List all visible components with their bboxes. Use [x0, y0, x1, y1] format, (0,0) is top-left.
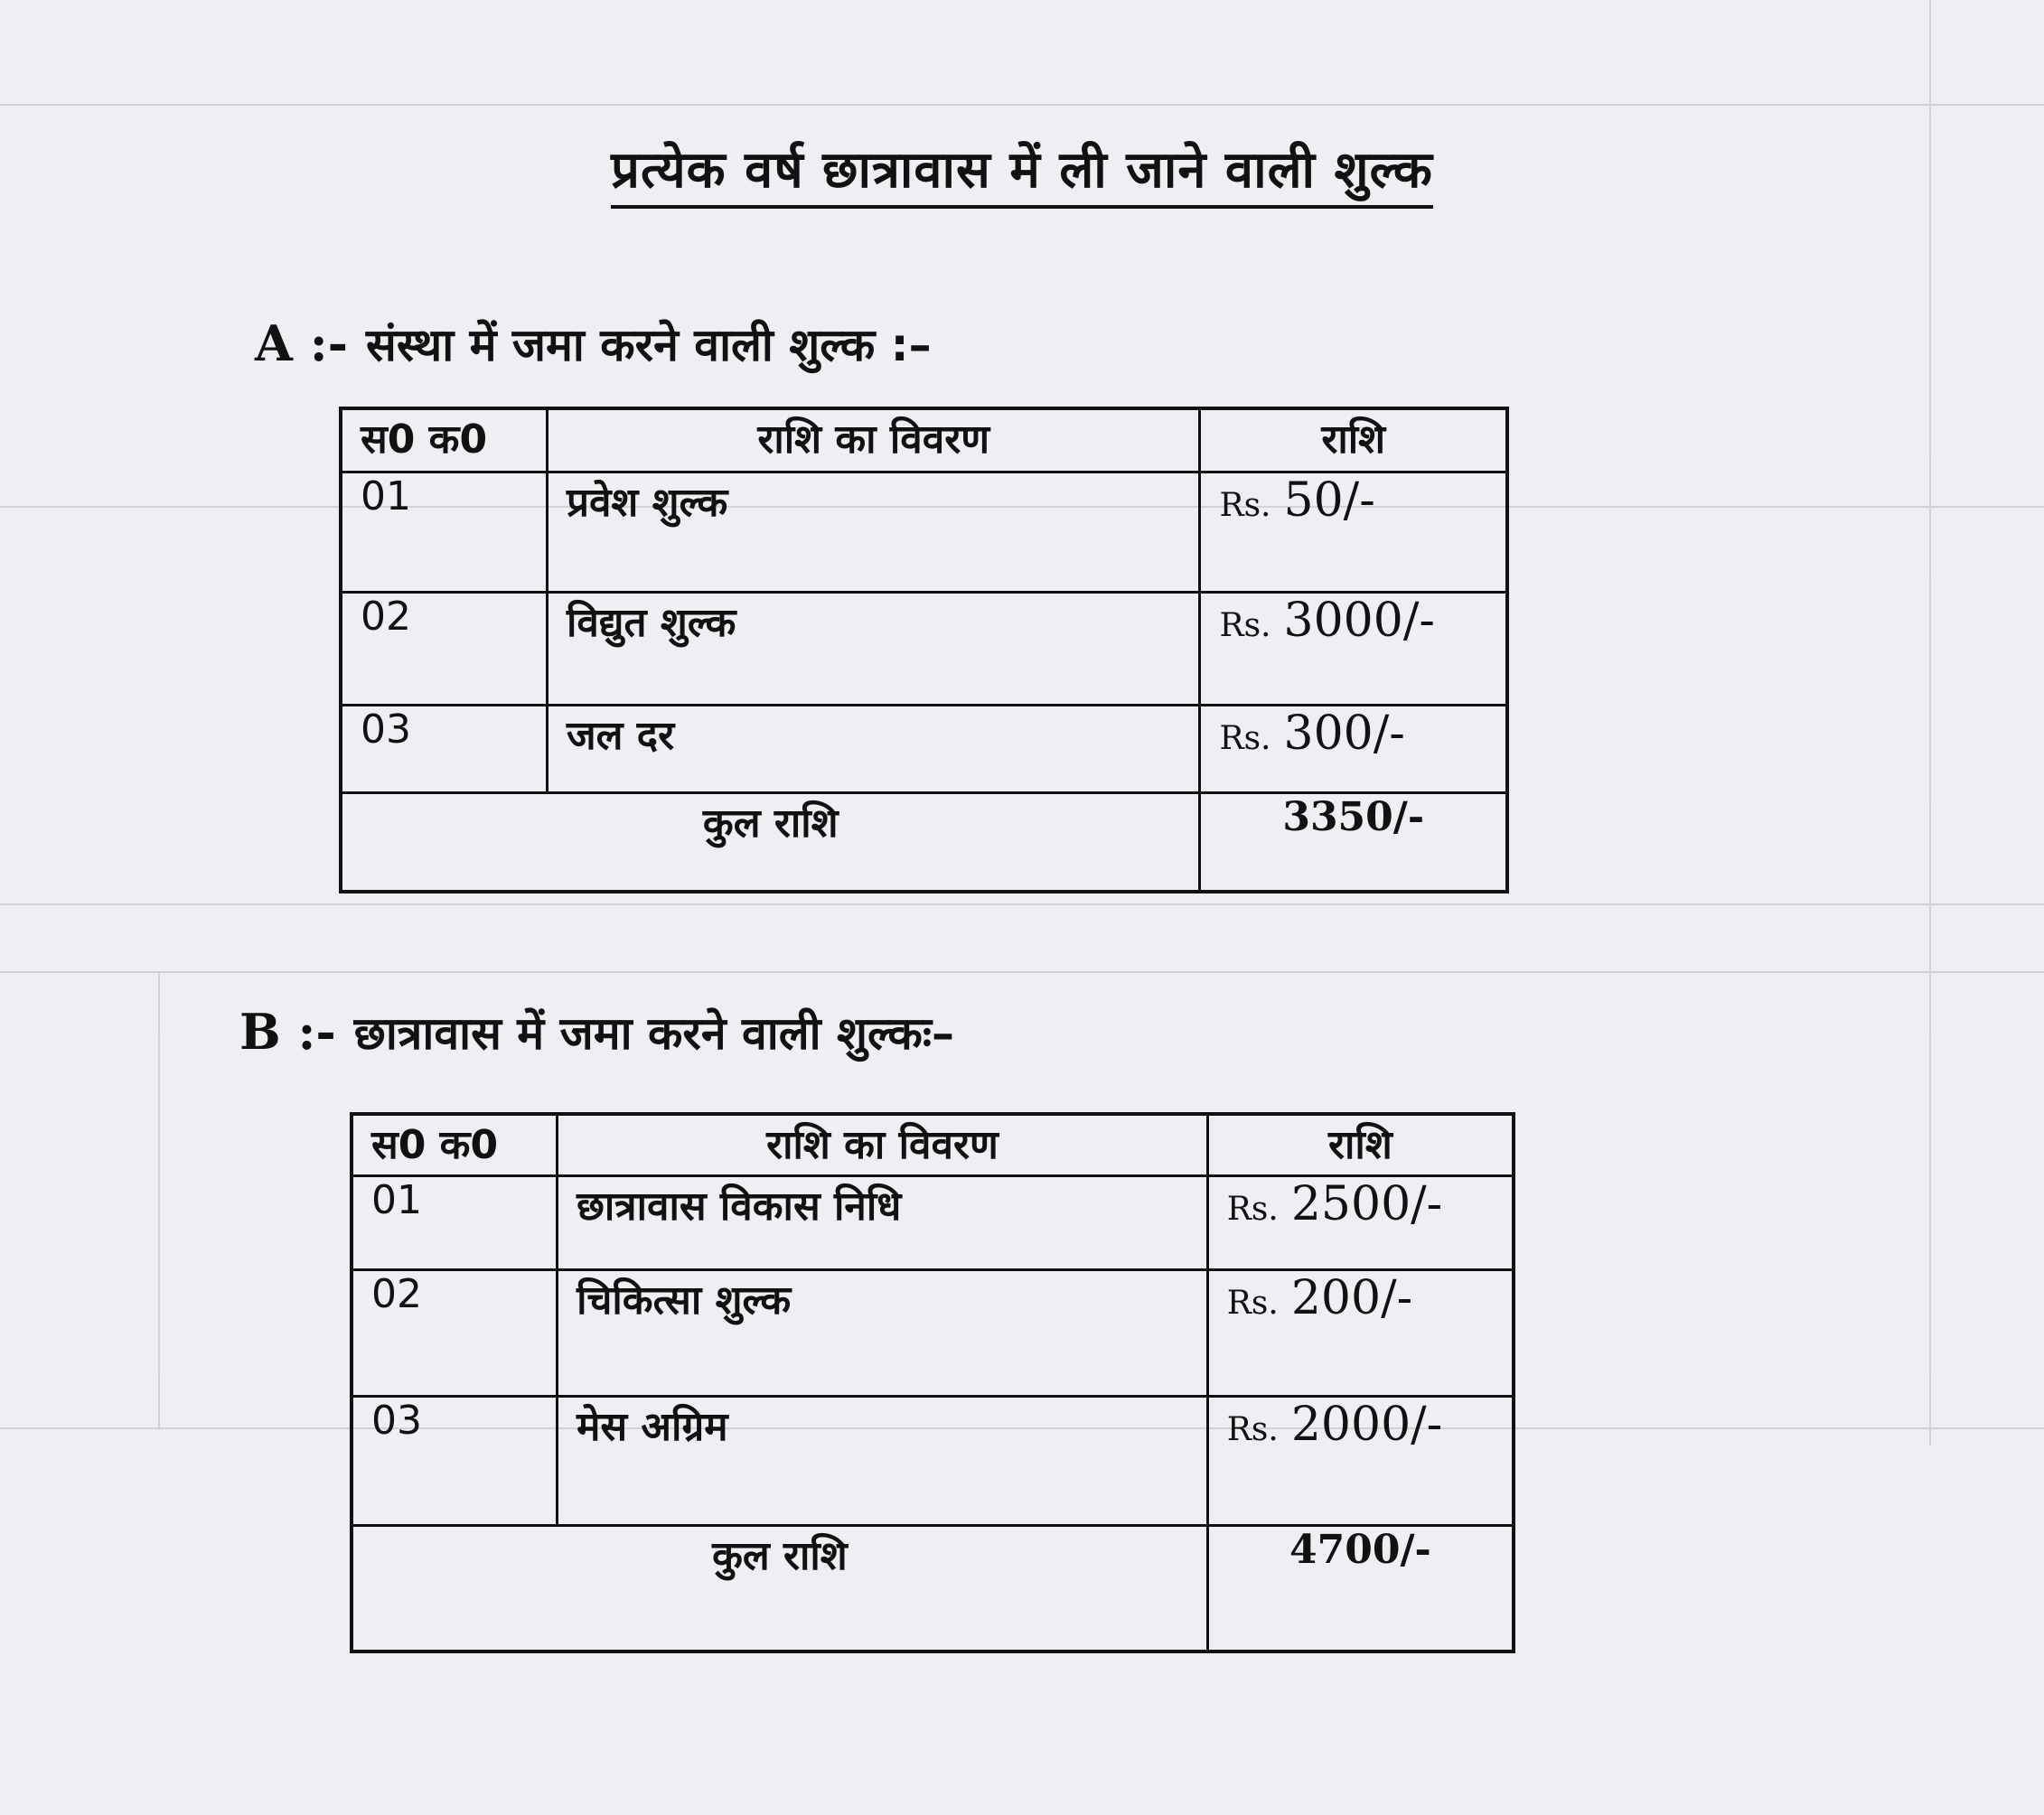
column-header-amount: राशि: [1207, 1114, 1514, 1175]
row-serial: 01: [341, 472, 547, 592]
amount-value: 3000/-: [1283, 593, 1435, 648]
total-amount: 3350/-: [1200, 792, 1507, 892]
total-row: [341, 792, 1507, 892]
row-serial: 01: [352, 1175, 558, 1269]
currency-prefix: Rs.: [1219, 486, 1271, 524]
section-a-heading-text: संस्था में जमा करने वाली शुल्क :–: [366, 319, 932, 371]
row-description: प्रवेश शुल्क: [547, 472, 1200, 592]
currency-prefix: Rs.: [1226, 1410, 1279, 1448]
row-serial: 03: [341, 705, 547, 792]
column-header-amount: राशि: [1200, 408, 1507, 472]
column-header-description: राशि का विवरण: [547, 408, 1200, 472]
currency-prefix: Rs.: [1219, 719, 1271, 757]
row-serial: 02: [341, 592, 547, 705]
column-header-serial: स0 क0: [352, 1114, 558, 1175]
row-amount: [1207, 1396, 1514, 1525]
total-amount: 4700/-: [1207, 1525, 1514, 1651]
total-label: कुल राशि: [341, 792, 1200, 892]
page-title-text: प्रत्येक वर्ष छात्रावास में ली जाने वाली शुल्क: [611, 141, 1433, 209]
table-header-row: [352, 1114, 1514, 1175]
row-description: जल दर: [547, 705, 1200, 792]
section-b-heading-text: छात्रावास में जमा करने वाली शुल्कः–: [353, 1007, 955, 1060]
section-b-letter: B :-: [239, 1003, 336, 1061]
row-description: मेस अग्रिम: [558, 1396, 1208, 1525]
amount-value: 300/-: [1283, 706, 1405, 761]
table-row: [352, 1396, 1514, 1525]
column-header-serial: स0 क0: [341, 408, 547, 472]
row-serial: 02: [352, 1269, 558, 1396]
amount-value: 50/-: [1283, 472, 1375, 528]
section-b-heading: [239, 1001, 954, 1062]
row-serial: 03: [352, 1396, 558, 1525]
total-row: [352, 1525, 1514, 1651]
hostel-fee-table: [350, 1112, 1515, 1653]
table-header-row: [341, 408, 1507, 472]
currency-prefix: Rs.: [1226, 1190, 1279, 1228]
table-row: [352, 1175, 1514, 1269]
row-amount: [1200, 472, 1507, 592]
table-row: [341, 592, 1507, 705]
table-row: [341, 705, 1507, 792]
amount-value: 2000/-: [1290, 1397, 1443, 1452]
row-amount: [1207, 1175, 1514, 1269]
row-description: विद्युत शुल्क: [547, 592, 1200, 705]
total-label: कुल राशि: [352, 1525, 1207, 1651]
table-row: [352, 1269, 1514, 1396]
currency-prefix: Rs.: [1226, 1284, 1279, 1322]
amount-value: 200/-: [1290, 1270, 1413, 1325]
currency-prefix: Rs.: [1219, 606, 1271, 644]
row-description: छात्रावास विकास निधि: [558, 1175, 1208, 1269]
section-a-heading: [255, 313, 932, 374]
section-a-letter: A :-: [255, 314, 349, 372]
row-description: चिकित्सा शुल्क: [558, 1269, 1208, 1396]
column-header-description: राशि का विवरण: [558, 1114, 1208, 1175]
page-title: [0, 134, 2044, 202]
row-amount: [1200, 592, 1507, 705]
row-amount: [1200, 705, 1507, 792]
table-row: [341, 472, 1507, 592]
institution-fee-table: [339, 407, 1509, 893]
row-amount: [1207, 1269, 1514, 1396]
amount-value: 2500/-: [1290, 1176, 1443, 1231]
